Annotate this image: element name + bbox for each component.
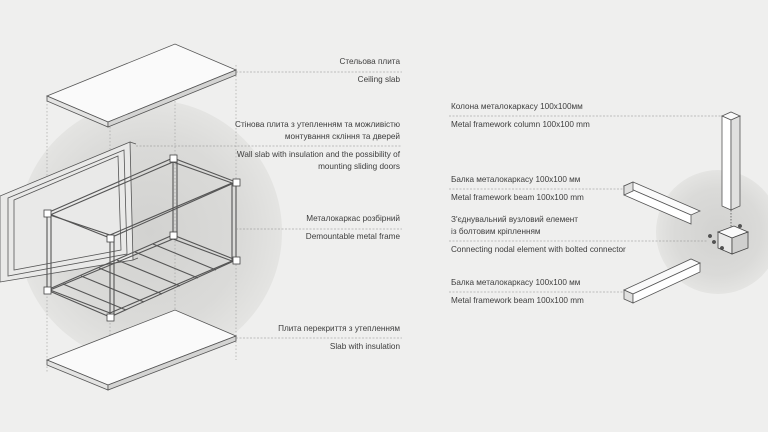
column-label-ua: Колона металокаркасу 100х100мм [451, 102, 583, 111]
node-label-ua-2: із болтовим кріпленням [451, 227, 541, 236]
metal-frame-label-en: Demountable metal frame [305, 232, 400, 241]
wall-slab-label-en-1: Wall slab with insulation and the possibility of [236, 150, 400, 159]
beam-top-label-en: Metal framework beam 100x100 mm [451, 193, 584, 202]
beam-top-label-ua: Балка металокаркасу 100х100 мм [451, 175, 581, 184]
floor-slab-label-ua: Плита перекриття з утепленням [278, 324, 400, 333]
metal-frame-label-ua: Металокаркас розбірний [306, 214, 400, 223]
beam-bottom-label-ua: Балка металокаркасу 100х100 мм [451, 278, 581, 287]
wall-slab-label-en-2: mounting sliding doors [318, 162, 400, 171]
wall-slab-label-ua-1: Стінова плита з утепленням та можливістю [235, 120, 400, 129]
node-label-en: Connecting nodal element with bolted connector [451, 245, 626, 254]
wall-slab-label-ua-2: монтування скління та дверей [284, 132, 400, 141]
floor-slab-label-en: Slab with insulation [329, 342, 400, 351]
node-label-ua-1: З'єднувальний вузловий елемент [451, 215, 579, 224]
beam-bottom-label-en: Metal framework beam 100x100 mm [451, 296, 584, 305]
ceiling-slab-label-en: Ceiling slab [357, 75, 400, 84]
ceiling-slab-label-ua: Стельова плита [339, 57, 400, 66]
column-label-en: Metal framework column 100x100 mm [451, 120, 590, 129]
